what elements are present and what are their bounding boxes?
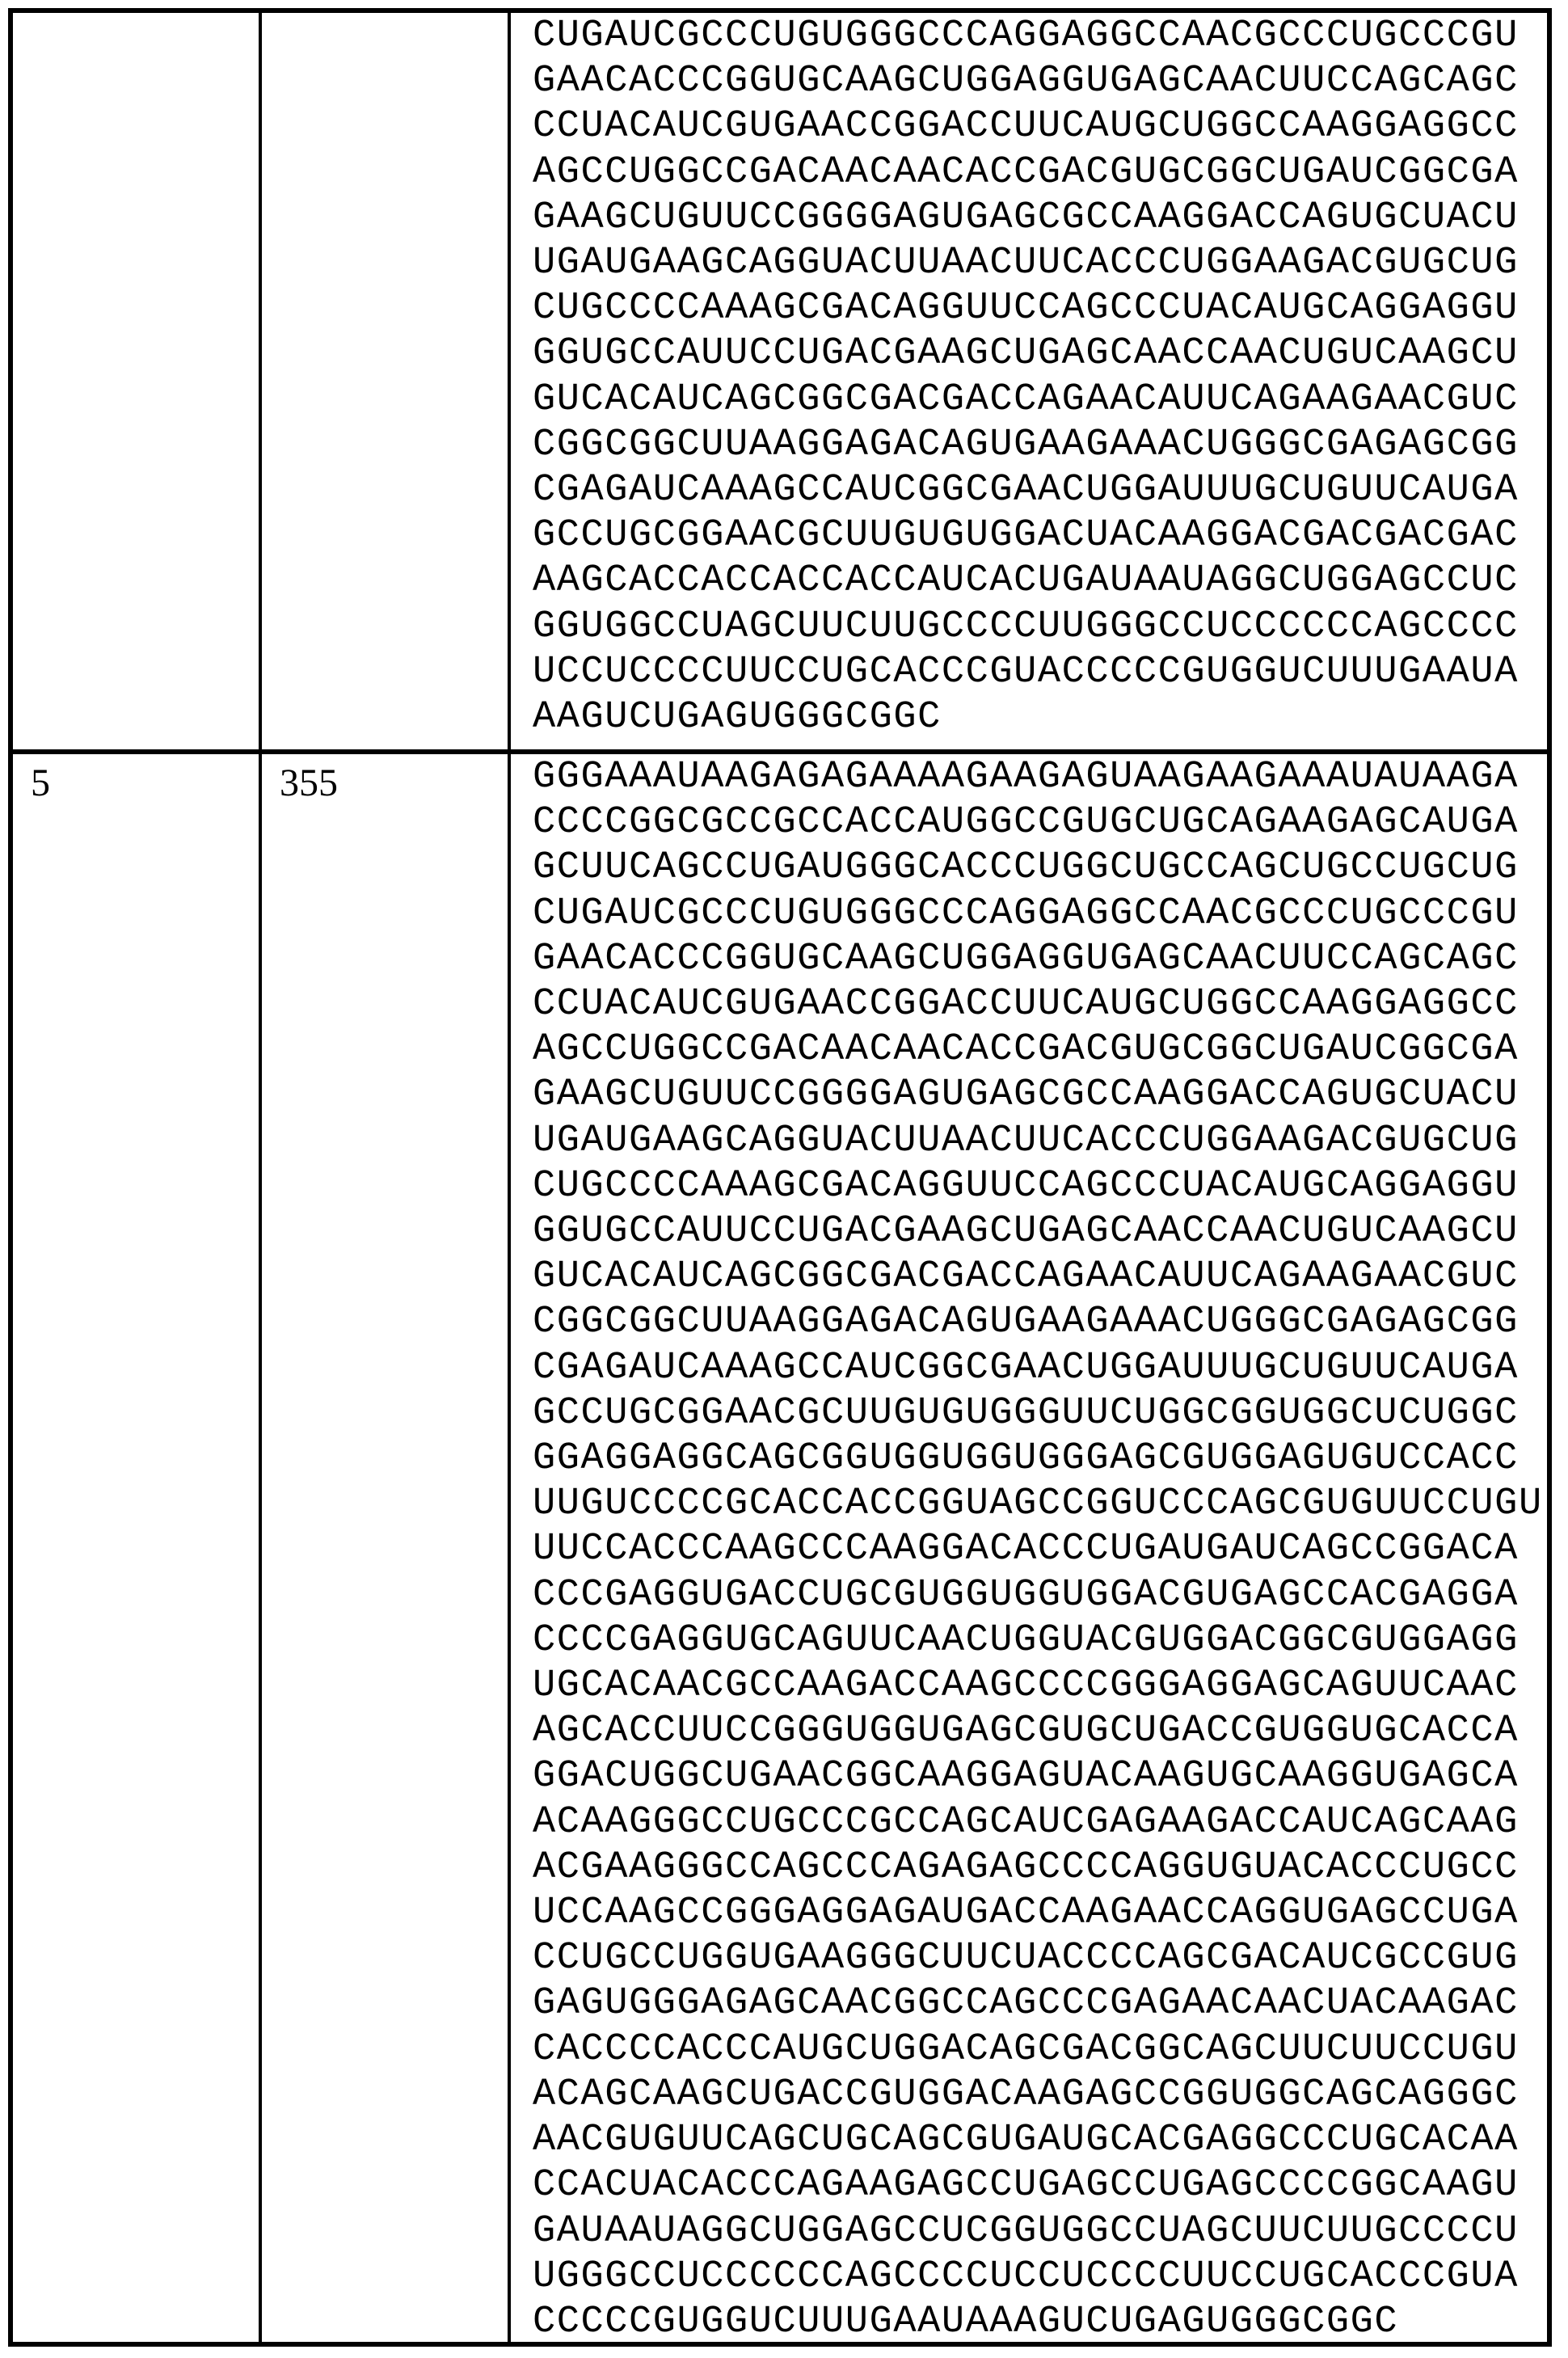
sequence-cell: CUGAUCGCCCUGUGGGCCCAGGAGGCCAACGCCCUGCCCGU GAACACCCGGUGCAAGCUGGAGGUGAGCAACUUCCAGCAGC CCUACAUCGUGAACCGGACCUUCAUGCUGGCCAAGGAGGCC AGCCUGGCCGACAACAACACCGACGUGCGGCUGAUCGGCGA GAAGCUGUUCCGGGGAGUGAGCGCCAAGGACCAGUGCUACU UGAUGAAGCAGGUACUUAACUUCACCCUGGAAGACGUGCUG CUGCCCCAAAGCGACAGGUUCCAGCCCUACAUGCAGGAGGU GGUGCCAUUCCUGACGAAGCUGAGCAACCAACUGUCAAGCU GUCACAUCAGCGGCGACGACCAGAACAUUCAGAAGAACGUC CGGCGGCUUAAGGAGACAGUGAAGAAACUGGGCGAGAGCGG CGAGAUCAAAGCCAUCGGCGAACUGGAUUUGCUGUUCAUGA GCCUGCGGAACGCUUGUGUGGACUACAAGGACGACGACGAC AAGCACCACCACCACCAUCACUGAUAAUAGGCUGGAGCCUC GGUGGCCUAGCUUCUUGCCCCUUGGGCCUCCCCCCAGCCCC UCCUCCCCUUCCUGCACCCGUACCCCCGUGGUCUUUGAAUA AAGUCUGAGUGGGCGGC bbox=[533, 15, 1519, 740]
sequence-listing-table bbox=[8, 8, 1552, 2347]
table-row-continued bbox=[13, 13, 1547, 754]
length-cell bbox=[262, 13, 511, 749]
seq-id-cell bbox=[13, 13, 262, 749]
table-row bbox=[13, 754, 1547, 2342]
length-cell: 355 bbox=[262, 754, 511, 2342]
seq-id-cell: 5 bbox=[13, 754, 262, 2342]
sequence-cell: GGGAAAUAAGAGAGAAAAGAAGAGUAAGAAGAAAUAUAAGA CCCCGGCGCCGCCACCAUGGCCGUGCUGCAGAAGAGCAUGA GCUUCAGCCUGAUGGGCACCCUGGCUGCCAGCUGCCUGCUG CUGAUCGCCCUGUGGGCCCAGGAGGCCAACGCCCUGCCCGU GAACACCCGGUGCAAGCUGGAGGUGAGCAACUUCCAGCAGC CCUACAUCGUGAACCGGACCUUCAUGCUGGCCAAGGAGGCC AGCCUGGCCGACAACAACACCGACGUGCGGCUGAUCGGCGA GAAGCUGUUCCGGGGAGUGAGCGCCAAGGACCAGUGCUACU UGAUGAAGCAGGUACUUAACUUCACCCUGGAAGACGUGCUG CUGCCCCAAAGCGACAGGUUCCAGCCCUACAUGCAGGAGGU GGUGCCAUUCCUGACGAAGCUGAGCAACCAACUGUCAAGCU GUCACAUCAGCGGCGACGACCAGAACAUUCAGAAGAACGUC CGGCGGCUUAAGGAGACAGUGAAGAAACUGGGCGAGAGCGG CGAGAUCAAAGCCAUCGGCGAACUGGAUUUGCUGUUCAUGA GCCUGCGGAACGCUUGUGUGGGUUCUGGCGGUGGCUCUGGC GGAGGAGGCAGCGGUGGUGGUGGGAGCGUGGAGUGUCCACC UUGUCCCCGCACCACCGGUAGCCGGUCCCAGCGUGUUCCUGU UUCCACCCAAGCCCAAGGACACCCUGAUGAUCAGCCGGACA CCCGAGGUGACCUGCGUGGUGGUGGACGUGAGCCACGAGGA CCCCGAGGUGCAGUUCAACUGGUACGUGGACGGCGUGGAGG UGCACAACGCCAAGACCAAGCCCCGGGAGGAGCAGUUCAAC AGCACCUUCCGGGUGGUGAGCGUGCUGACCGUGGUGCACCA GGACUGGCUGAACGGCAAGGAGUACAAGUGCAAGGUGAGCA ACAAGGGCCUGCCCGCCAGCAUCGAGAAGACCAUCAGCAAG ACGAAGGGCCAGCCCAGAGAGCCCCAGGUGUACACCCUGCC UCCAAGCCGGGAGGAGAUGACCAAGAACCAGGUGAGCCUGA CCUGCCUGGUGAAGGGCUUCUACCCCAGCGACAUCGCCGUG GAGUGGGAGAGCAACGGCCAGCCCGAGAACAACUACAAGAC CACCCCACCCAUGCUGGACAGCGACGGCAGCUUCUUCCUGU ACAGCAAGCUGACCGUGGACAAGAGCCGGUGGCAGCAGGGC AACGUGUUCAGCUGCAGCGUGAUGCACGAGGCCCUGCACAA CCACUACACCCAGAAGAGCCUGAGCCUGAGCCCCGGCAAGU GAUAAUAGGCUGGAGCCUCGGUGGCCUAGCUUCUUGCCCCU UGGGCCUCCCCCCAGCCCCUCCUCCCCUUCCUGCACCCGUA CCCCCGUGGUCUUUGAAUAAAGUCUGAGUGGGCGGC bbox=[533, 756, 1543, 2342]
